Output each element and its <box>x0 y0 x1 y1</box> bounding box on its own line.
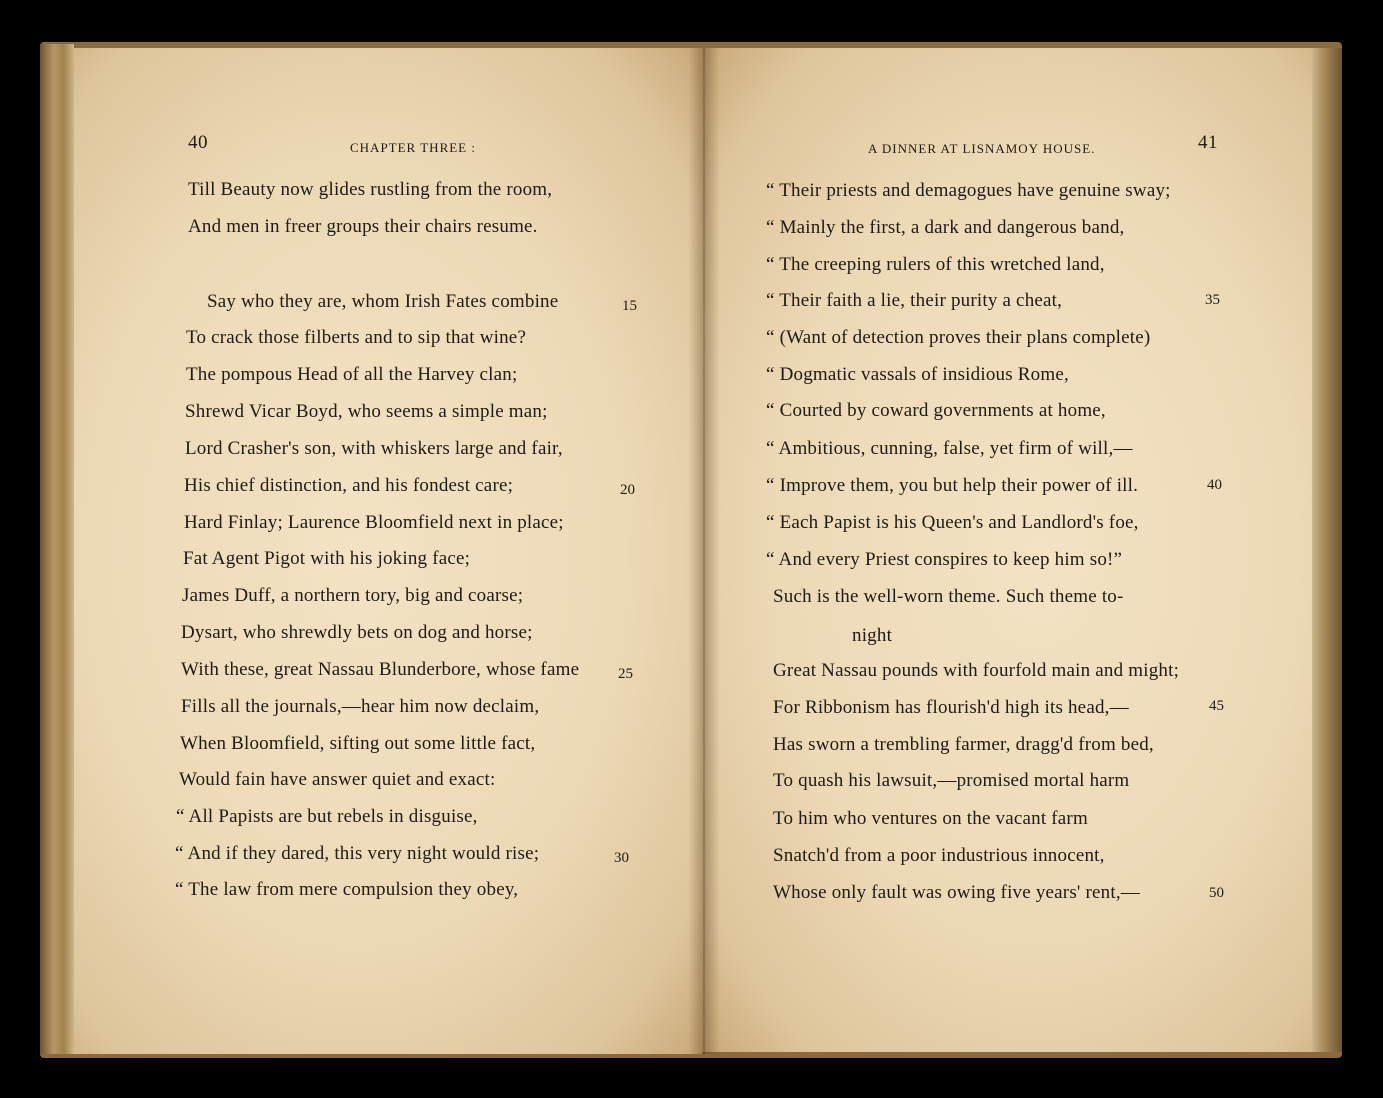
verse-line: “ (Want of detection proves their plans complete) <box>766 327 1151 348</box>
verse-line: Till Beauty now glides rustling from the room, <box>188 179 553 200</box>
verse-line: “ All Papists are but rebels in disguise, <box>176 806 478 827</box>
verse-line: Would fain have answer quiet and exact: <box>179 769 496 790</box>
verse-line: “ Mainly the first, a dark and dangerous band, <box>766 217 1125 238</box>
page-number: 40 <box>188 132 208 153</box>
verse-line: Great Nassau pounds with fourfold main and might; <box>773 660 1180 681</box>
verse-line: Snatch'd from a poor industrious innocent, <box>773 845 1105 866</box>
line-number: 50 <box>1209 885 1224 901</box>
verse-line: “ Their priests and demagogues have genuine sway; <box>766 180 1171 201</box>
line-number: 35 <box>1205 292 1220 308</box>
line-number: 15 <box>622 298 637 314</box>
verse-line: And men in freer groups their chairs resume. <box>188 216 538 237</box>
verse-line: “ The creeping rulers of this wretched land, <box>766 254 1105 275</box>
verse-line: Fills all the journals,—hear him now declaim, <box>181 696 540 717</box>
verse-line: “ Ambitious, cunning, false, yet firm of will,— <box>766 438 1133 459</box>
verse-line: With these, great Nassau Blunderbore, whose fame <box>181 659 580 680</box>
verse-line: James Duff, a northern tory, big and coarse; <box>182 585 524 606</box>
verse-line: Fat Agent Pigot with his joking face; <box>183 548 471 569</box>
verse-line: To him who ventures on the vacant farm <box>773 808 1088 829</box>
verse-line: Lord Crasher's son, with whiskers large and fair, <box>185 438 563 459</box>
verse-line: “ Each Papist is his Queen's and Landlord's foe, <box>766 512 1139 533</box>
page-number: 41 <box>1198 132 1218 153</box>
verse-line: “ Dogmatic vassals of insidious Rome, <box>766 364 1069 385</box>
verse-line: Whose only fault was owing five years' rent,— <box>773 882 1140 903</box>
verse-line: Dysart, who shrewdly bets on dog and horse; <box>181 622 533 643</box>
verse-line: “ And if they dared, this very night would rise; <box>175 843 540 864</box>
left-page-edges <box>40 44 74 1054</box>
verse-line: “ Improve them, you but help their power of ill. <box>766 475 1139 496</box>
verse-line: “ Courted by coward governments at home, <box>766 400 1106 421</box>
verse-line: Shrewd Vicar Boyd, who seems a simple man; <box>185 401 548 422</box>
verse-line: When Bloomfield, sifting out some little fact, <box>180 733 536 754</box>
right-page <box>702 48 1312 1052</box>
line-number: 45 <box>1209 698 1224 714</box>
line-number: 25 <box>618 666 633 682</box>
running-head: A DINNER AT LISNAMOY HOUSE. <box>868 141 1096 156</box>
verse-line: Has sworn a trembling farmer, dragg'd from bed, <box>773 734 1154 755</box>
book-gutter <box>688 48 720 1054</box>
verse-line: Hard Finlay; Laurence Bloomfield next in place; <box>184 512 564 533</box>
running-head: CHAPTER THREE : <box>350 140 476 155</box>
verse-line: night <box>852 625 893 646</box>
verse-line: To crack those filberts and to sip that wine? <box>186 327 527 348</box>
verse-line: “ Their faith a lie, their purity a cheat, <box>766 290 1063 311</box>
verse-line: To quash his lawsuit,—promised mortal harm <box>773 770 1130 791</box>
verse-line: His chief distinction, and his fondest care; <box>184 475 514 496</box>
verse-line: Such is the well-worn theme. Such theme to- <box>773 586 1124 607</box>
verse-line: “ And every Priest conspires to keep him so!” <box>766 549 1123 570</box>
left-page <box>74 48 702 1054</box>
right-page-edges <box>1308 48 1342 1052</box>
line-number: 30 <box>614 850 629 866</box>
verse-line: Say who they are, whom Irish Fates combine <box>207 291 559 312</box>
verse-line: For Ribbonism has flourish'd high its head,— <box>773 697 1129 718</box>
verse-line: “ The law from mere compulsion they obey, <box>175 879 519 900</box>
verse-line: The pompous Head of all the Harvey clan; <box>186 364 518 385</box>
line-number: 40 <box>1207 477 1222 493</box>
line-number: 20 <box>620 482 635 498</box>
